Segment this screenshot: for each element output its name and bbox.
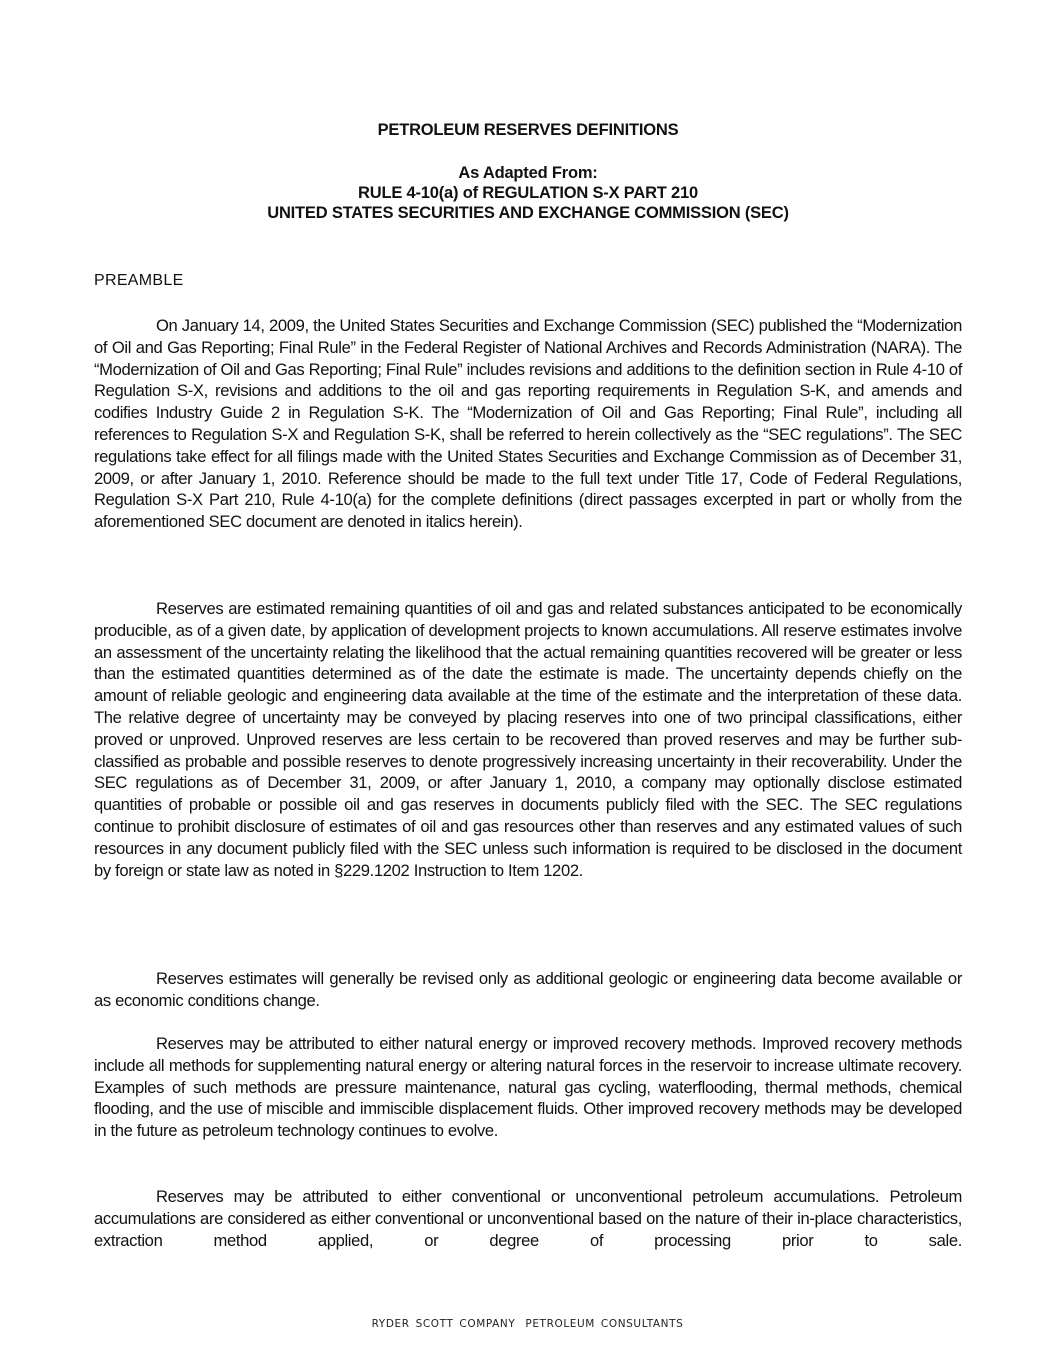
footer-tagline: PETROLEUM CONSULTANTS [525, 1318, 684, 1330]
paragraph: Reserves are estimated remaining quantities of oil and gas and related substances anticipated to be economically producible, as of a given date, by application of development projects to known accumulations. All reserve estimates involve an assessment of the uncertainty relating the likelihood that the actual remaining quantities recovered will be greater or less than the estimated quantities determined as of the date the estimate is made. The uncertainty depends chiefly on the amount of reliable geologic and engineering data available at the time of the estimate and the interpretation of these data. The relative degree of uncertainty may be conveyed by placing reserves into one of two principal classifications, either proved or unproved. Unproved reserves are less certain to be recovered than proved reserves and may be further sub-classified as probable and possible reserves to denote progressively increasing uncertainty in their recoverability. Under the SEC regulations as of December 31, 2009, or after January 1, 2010, a company may optionally disclose estimated quantities of probable or possible oil and gas reserves in documents publicly filed with the SEC. The SEC regulations continue to prohibit disclosure of estimates of oil and gas resources other than reserves and any estimated values of such resources in any document publicly filed with the SEC unless such information is required to be disclosed in the document by foreign or state law as noted in §229.1202 Instruction to Item 1202. [94, 599, 962, 880]
paragraph: Reserves estimates will generally be revised only as additional geologic or engineering data become available or as economic conditions change. [94, 969, 962, 1010]
document-title: PETROLEUM RESERVES DEFINITIONS [377, 121, 679, 139]
document-title-block [94, 120, 962, 140]
paragraph: On January 14, 2009, the United States Securities and Exchange Commission (SEC) published the “Modernization of Oil and Gas Reporting; Final Rule” in the Federal Register of National Archives and Records Administration (NARA). The “Modernization of Oil and Gas Reporting; Final Rule” includes revisions and additions to the definition section in Rule 4-10 of Regulation S-X, revisions and additions to the oil and gas reporting requirements in Regulation S-K, and amends and codifies Industry Guide 2 in Regulation S-K. The “Modernization of Oil and Gas Reporting; Final Rule”, including all references to Regulation S-X and Regulation S-K, shall be referred to herein collectively as the “SEC regulations”. The SEC regulations take effect for all filings made with the United States Securities and Exchange Commission as of December 31, 2009, or after January 1, 2010. Reference should be made to the full text under Title 17, Code of Federal Regulations, Regulation S-X Part 210, Rule 4-10(a) for the complete definitions (direct passages excerpted in part or wholly from the aforementioned SEC document are denoted in italics herein). [94, 316, 962, 532]
subtitle-rule: RULE 4-10(a) of REGULATION S-X PART 210 [358, 184, 698, 202]
subtitle-agency: UNITED STATES SECURITIES AND EXCHANGE COMMISSION (SEC) [267, 204, 789, 222]
footer-company: RYDER SCOTT COMPANY [371, 1318, 516, 1330]
document-subtitle-block [94, 163, 962, 223]
page-footer [0, 1318, 1055, 1330]
paragraph: Reserves may be attributed to either natural energy or improved recovery methods. Improved recovery methods include all methods for supplementing natural energy or altering natural forces in the reservoir to increase ultimate recovery. Examples of such methods are pressure maintenance, natural gas cycling, waterflooding, thermal methods, chemical flooding, and the use of miscible and immiscible displacement fluids. Other improved recovery methods may be developed in the future as petroleum technology continues to evolve. [94, 1034, 962, 1141]
subtitle-adapted-from: As Adapted From: [458, 164, 598, 182]
section-heading: PREAMBLE [94, 272, 184, 289]
paragraph: Reserves may be attributed to either conventional or unconventional petroleum accumulations. Petroleum accumulations are considered as either conventional or unconventional based on the nature of their in-place characteristics, extraction method applied, or degree of processing prior to sale. [94, 1187, 962, 1250]
